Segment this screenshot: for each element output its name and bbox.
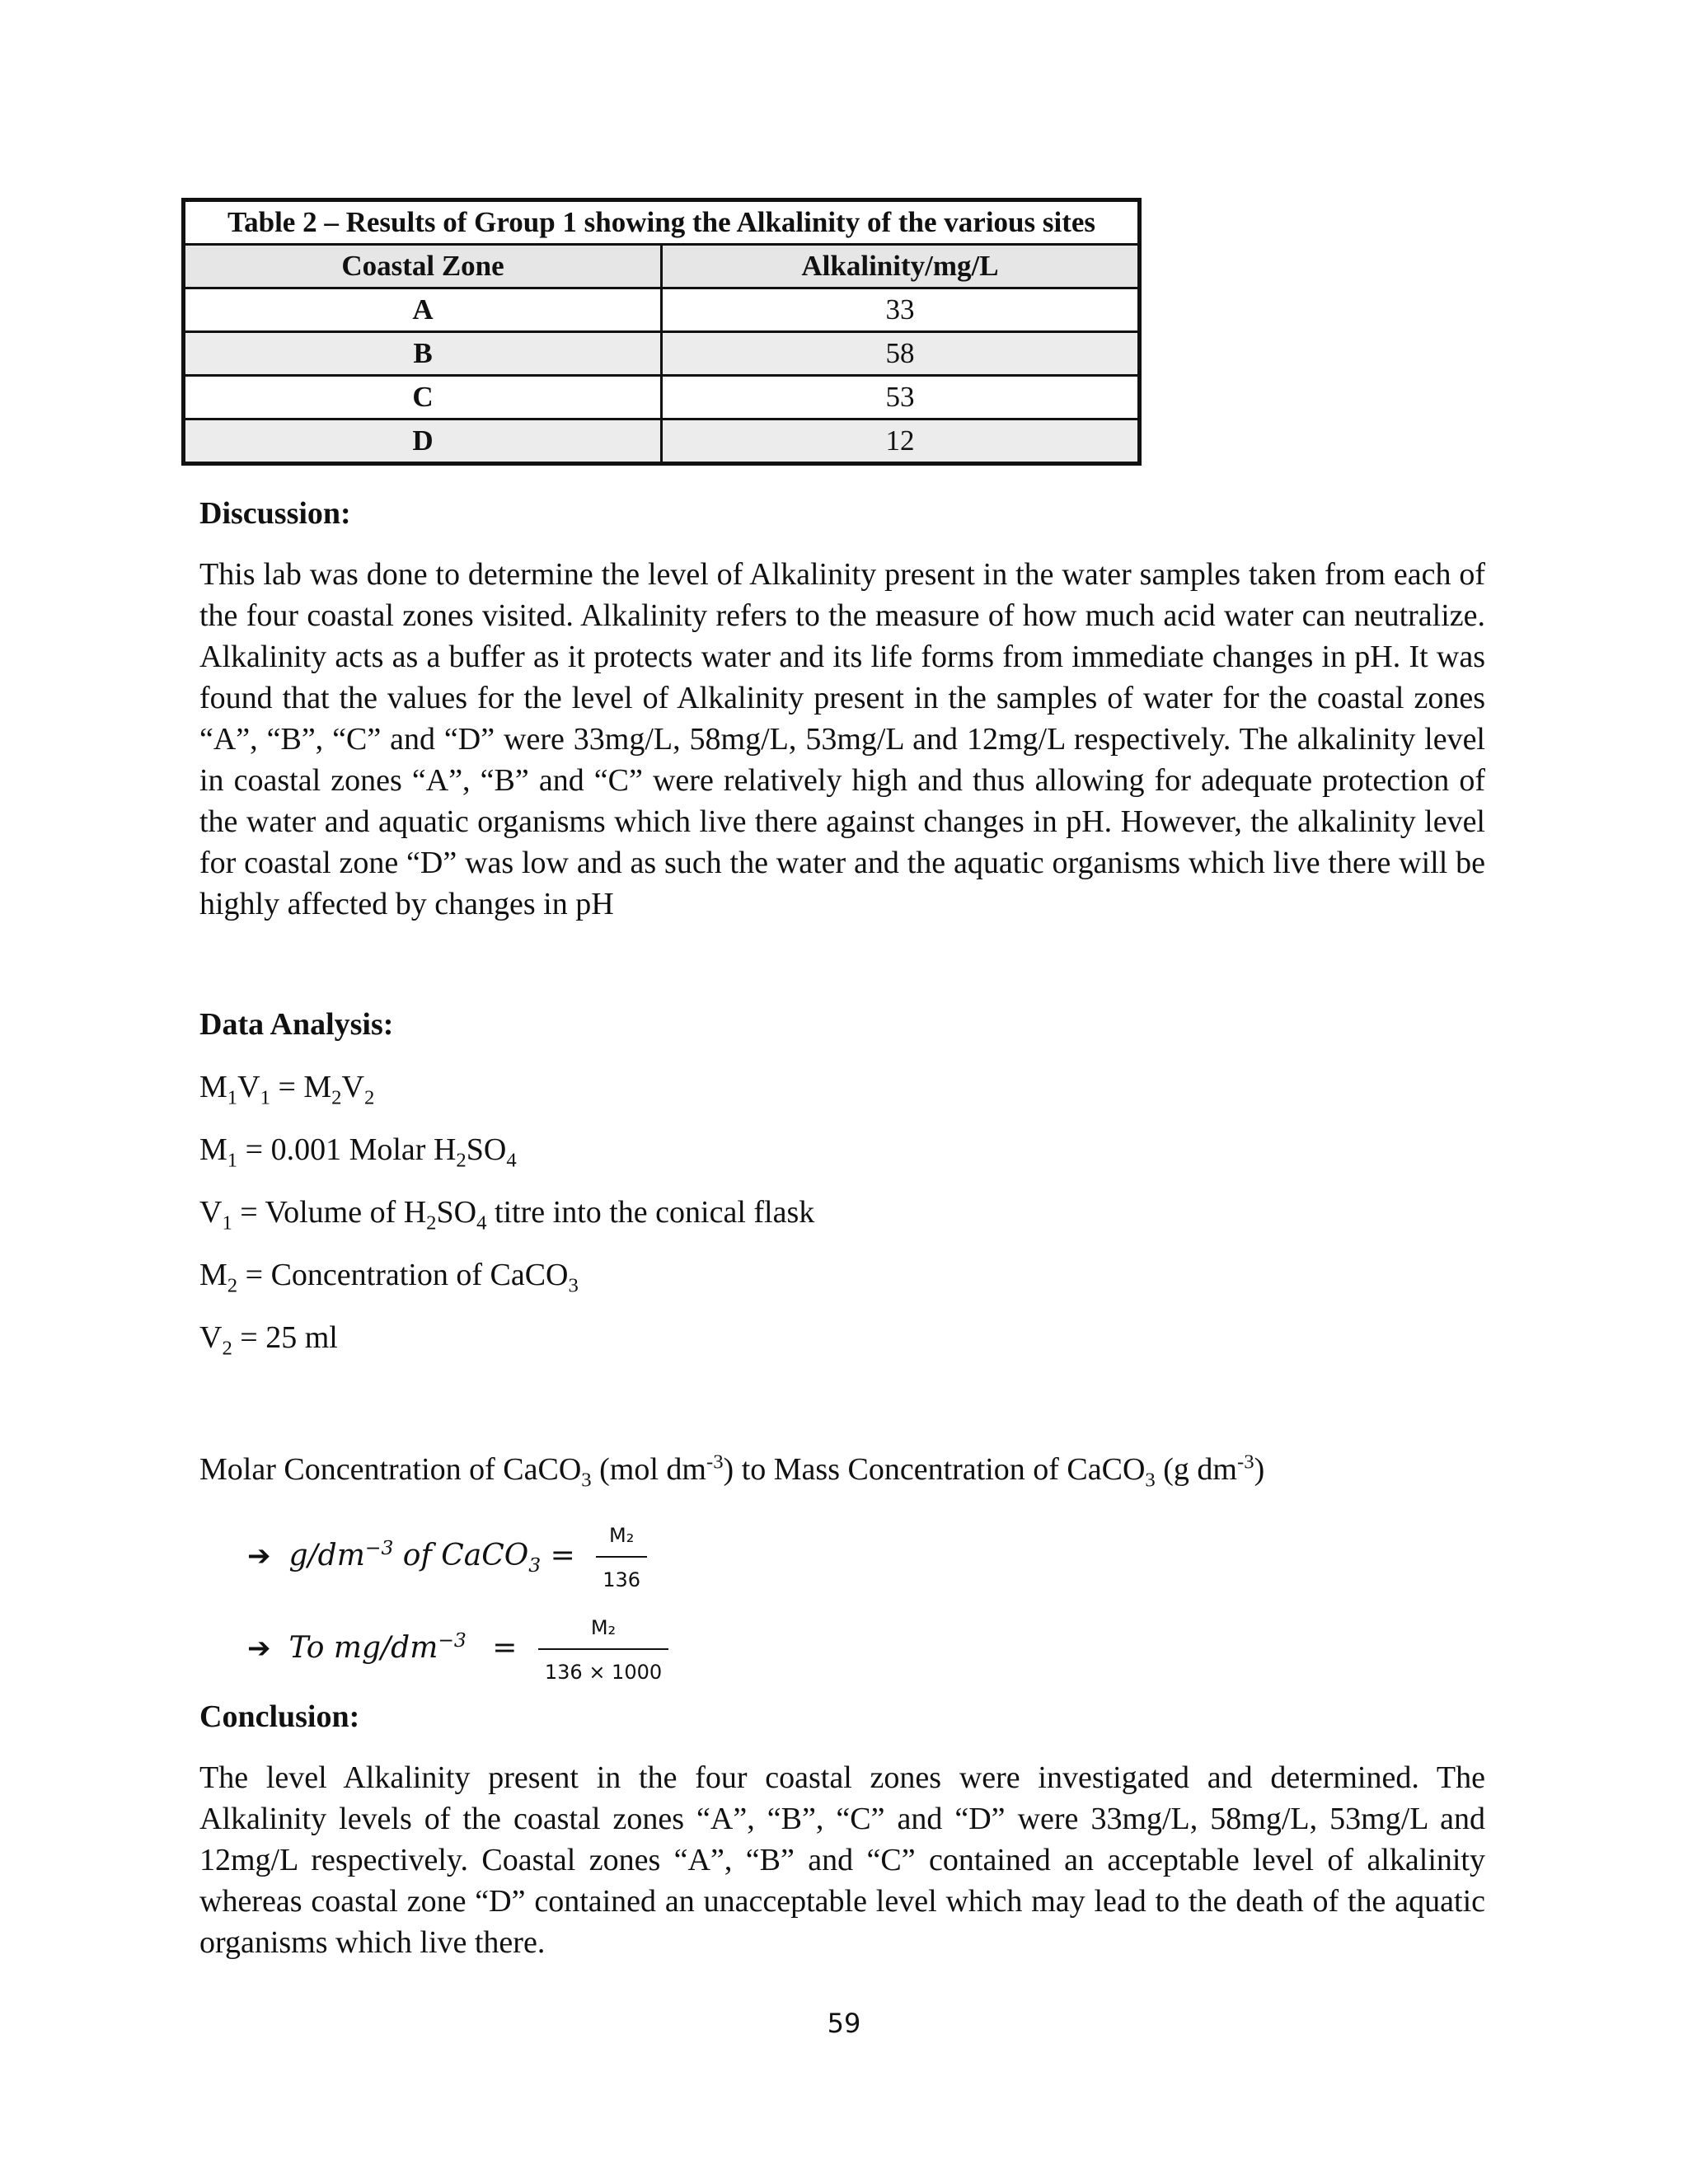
formula-g-per-dm3 — [247, 1515, 1533, 1601]
fraction — [538, 1607, 668, 1693]
v1-definition — [199, 1192, 1485, 1233]
fraction — [596, 1515, 647, 1601]
formula-mg-per-dm3 — [247, 1607, 1533, 1693]
def-subscript: 3 — [568, 1274, 579, 1297]
def-symbol: M — [199, 1132, 227, 1167]
alkalinity-cell: 33 — [662, 288, 1140, 332]
def-subscript: 1 — [227, 1149, 238, 1172]
def-symbol: V — [199, 1320, 223, 1355]
def-subscript: 2 — [227, 1274, 238, 1297]
alkalinity-cell: 53 — [662, 376, 1140, 419]
def-symbol: M — [199, 1258, 227, 1292]
eq-symbol: V — [237, 1070, 260, 1104]
conv-text: (mol dm — [591, 1452, 706, 1487]
formula-text: of CaCO — [393, 1539, 529, 1572]
alkalinity-cell: 58 — [662, 332, 1140, 376]
conv-text: ) to Mass Concentration of CaCO — [723, 1452, 1146, 1487]
conv-superscript: -3 — [1236, 1451, 1254, 1474]
eq-subscript: 2 — [331, 1086, 342, 1109]
def-text: titre into the conical flask — [486, 1195, 815, 1230]
def-text: = 25 ml — [232, 1320, 338, 1355]
column-header-alkalinity: Alkalinity/mg/L — [662, 245, 1140, 288]
table-title: Table 2 – Results of Group 1 showing the Alkalinity of the various sites — [184, 200, 1140, 245]
zone-cell: C — [184, 376, 662, 419]
formula-equals: = — [541, 1539, 585, 1572]
eq-sign: = — [270, 1070, 304, 1104]
conv-text: Molar Concentration of CaCO — [199, 1452, 582, 1487]
zone-cell: D — [184, 419, 662, 464]
eq-symbol: V — [341, 1070, 364, 1104]
table-header-row — [184, 245, 1140, 288]
fraction-denominator: 136 — [596, 1556, 647, 1601]
formula-exponent: −3 — [364, 1536, 394, 1559]
conclusion-heading: Conclusion: — [199, 1699, 360, 1734]
alkalinity-results-table — [181, 198, 1142, 466]
table-row — [184, 332, 1140, 376]
fraction-numerator: M₂ — [590, 1616, 617, 1639]
formula-exponent: −3 — [438, 1629, 467, 1652]
fraction-denominator: 136 × 1000 — [538, 1648, 668, 1693]
eq-subscript: 2 — [363, 1086, 375, 1109]
def-subscript: 2 — [222, 1337, 232, 1360]
def-text: SO — [466, 1132, 507, 1167]
eq-subscript: 1 — [227, 1086, 238, 1109]
conversion-statement — [199, 1449, 1485, 1490]
def-subscript: 2 — [426, 1212, 437, 1235]
conv-text: ) — [1254, 1452, 1265, 1487]
column-header-coastal-zone: Coastal Zone — [184, 245, 662, 288]
def-text: = Concentration of CaCO — [237, 1258, 569, 1292]
table-row — [184, 419, 1140, 464]
eq-subscript: 1 — [260, 1086, 270, 1109]
fraction-numerator: M₂ — [608, 1524, 635, 1547]
v2-definition — [199, 1317, 1485, 1358]
page-number: 59 — [827, 2008, 861, 2039]
def-subscript: 2 — [456, 1149, 467, 1172]
table-row — [184, 376, 1140, 419]
zone-cell: A — [184, 288, 662, 332]
conv-text: (g dm — [1155, 1452, 1237, 1487]
zone-cell: B — [184, 332, 662, 376]
conv-subscript: 3 — [1145, 1469, 1156, 1492]
conclusion-paragraph: The level Alkalinity present in the four coastal zones were investigated and determined. The Alkalinity levels of the coastal zones “A”, “B”, “C” and “D” were 33mg/L, 58mg/L, 53mg/L and 12mg/L respectively. Coastal zones “A”, “B” and “C” contained an acceptable level of alkalinity whereas coastal zone “D” contained an unacceptable level which may lead to the death of the aquatic organisms which live there. — [199, 1760, 1485, 1960]
data-analysis-heading: Data Analysis: — [199, 1007, 394, 1042]
formula-equals: = — [482, 1631, 527, 1665]
formula-lhs: To mg/dm — [288, 1631, 438, 1665]
def-subscript: 4 — [506, 1149, 517, 1172]
eq-symbol: M — [303, 1070, 332, 1104]
discussion-heading: Discussion: — [199, 496, 351, 531]
table-title-row — [184, 200, 1140, 245]
table-row — [184, 288, 1140, 332]
m1-definition — [199, 1129, 1485, 1170]
def-symbol: V — [199, 1195, 223, 1230]
conv-superscript: -3 — [706, 1451, 724, 1474]
formula-subscript: 3 — [528, 1554, 542, 1577]
equation-m1v1-m2v2 — [199, 1066, 1485, 1108]
eq-symbol: M — [199, 1070, 227, 1104]
discussion-paragraph: This lab was done to determine the level of Alkalinity present in the water samples taken from each of the four coastal zones visited. Alkalinity refers to the measure of how much acid water can neutralize. Alkalinity acts as a buffer as it protects water and its life forms from immediate changes in pH. It was found that the values for the level of Alkalinity present in the samples of water for the coastal zones “A”, “B”, “C” and “D” were 33mg/L, 58mg/L, 53mg/L and 12mg/L respectively. The alkalinity level in coastal zones “A”, “B” and “C” were relatively high and thus allowing for adequate protection of the water and aquatic organisms which live there against changes in pH. However, the alkalinity level for coastal zone “D” was low and as such the water and the aquatic organisms which live there will be highly affected by changes in pH — [199, 557, 1485, 921]
def-text: = Volume of H — [232, 1195, 427, 1230]
def-subscript: 1 — [222, 1212, 232, 1235]
arrow-icon: ➔ — [247, 1540, 271, 1572]
def-text: SO — [436, 1195, 477, 1230]
def-text: = 0.001 Molar H — [237, 1132, 457, 1167]
def-subscript: 4 — [476, 1212, 487, 1235]
formula-lhs: g/dm — [288, 1539, 365, 1572]
m2-definition — [199, 1254, 1485, 1296]
alkalinity-cell: 12 — [662, 419, 1140, 464]
conv-subscript: 3 — [581, 1469, 592, 1492]
arrow-icon: ➔ — [247, 1632, 271, 1665]
